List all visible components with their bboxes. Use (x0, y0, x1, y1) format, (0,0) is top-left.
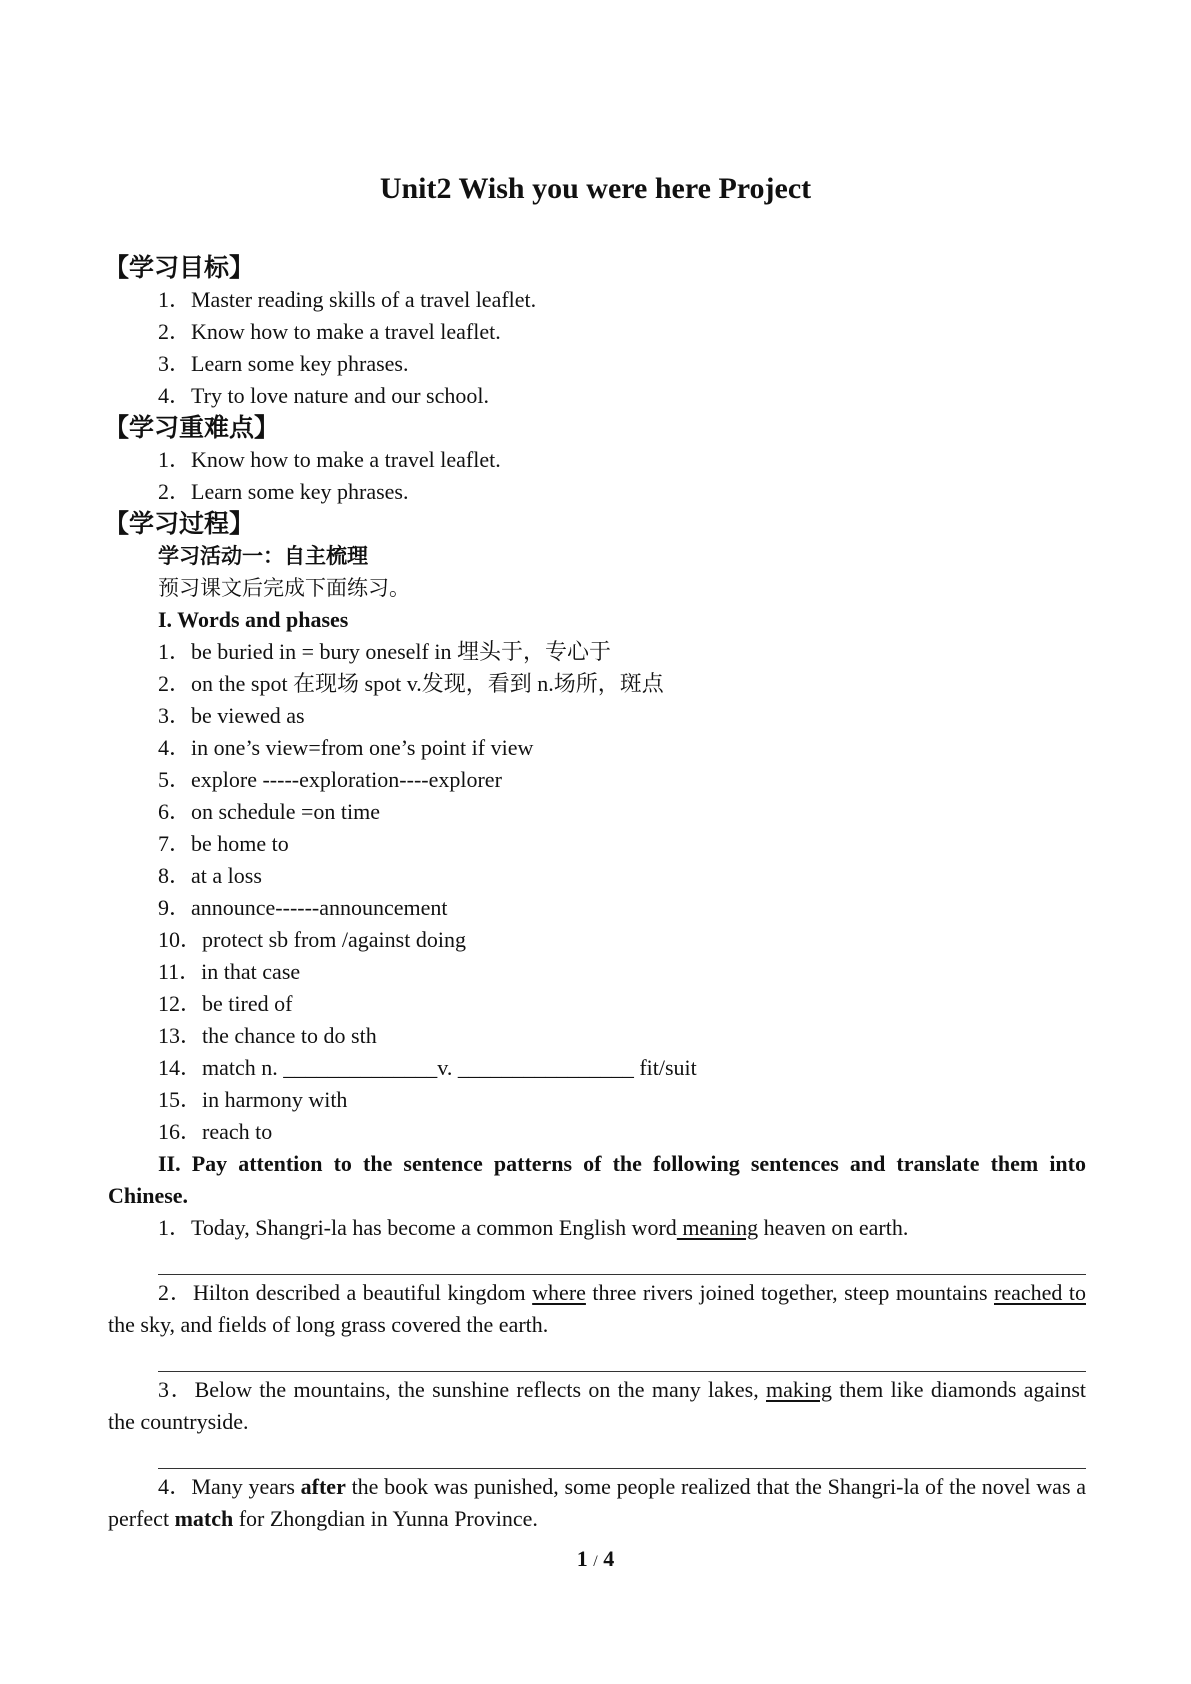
bold-word: after (300, 1474, 346, 1499)
sentence-4 (108, 1471, 1086, 1535)
page-number (0, 1546, 1191, 1572)
list-item: 2．on the spot 在现场 spot v.发现，看到 n.场所，斑点 (158, 671, 664, 696)
list-item: 3．Learn some key phrases. (158, 351, 409, 376)
words-list (108, 636, 1086, 1148)
list-item: 16．reach to (158, 1119, 273, 1144)
process-heading: 【学习过程】 (104, 509, 255, 538)
sentence-1 (108, 1212, 1086, 1244)
list-item: 1．be buried in = bury oneself in 埋头于，专心于 (158, 639, 611, 664)
activity-instruction: 预习课文后完成下面练习。 (158, 576, 410, 600)
document-content (104, 252, 1086, 1535)
underlined-word: reached to (994, 1280, 1086, 1305)
goals-heading: 【学习目标】 (104, 253, 255, 282)
sentence-text: the sky, and fields of long grass covered the earth. (108, 1312, 549, 1337)
key-points-list (108, 444, 1086, 508)
sentence-text: three rivers joined together, steep mountains (585, 1280, 994, 1305)
list-item: 7．be home to (158, 831, 289, 856)
answer-line-3[interactable] (158, 1438, 1086, 1469)
list-item: 2．Know how to make a travel leaflet. (158, 319, 501, 344)
sentence-text: 2．Hilton described a beautiful kingdom (158, 1280, 533, 1305)
list-item: 3．be viewed as (158, 703, 305, 728)
answer-line-1[interactable] (158, 1244, 1086, 1275)
page-separator: / (593, 1553, 598, 1570)
answer-line-2[interactable] (158, 1341, 1086, 1372)
bold-word: match (174, 1506, 234, 1531)
part1-title: I. Words and phases (158, 607, 349, 632)
sentence-text: for Zhongdian in Yunna Province. (233, 1506, 538, 1531)
sentence-text: them like diamonds against the countryside. (108, 1377, 1086, 1434)
sentence-2 (108, 1277, 1086, 1341)
total-pages: 4 (603, 1546, 615, 1571)
list-item: 8．at a loss (158, 863, 262, 888)
sentence-text: 1．Today, Shangri-la has become a common English word (158, 1215, 677, 1240)
list-item: 1．Know how to make a travel leaflet. (158, 447, 501, 472)
current-page: 1 (576, 1546, 588, 1571)
underlined-word: making (766, 1377, 832, 1402)
list-item: 15．in harmony with (158, 1087, 348, 1112)
list-item: 10．protect sb from /against doing (158, 927, 466, 952)
underlined-word: where (532, 1280, 586, 1305)
activity-title: 学习活动一：自主梳理 (158, 544, 368, 568)
sentence-text: the book was punished, some people realized that the Shangri-la of the novel was a perfect (108, 1474, 1086, 1531)
list-item: 1．Master reading skills of a travel leaflet. (158, 287, 537, 312)
underlined-word: meaning (676, 1215, 759, 1240)
list-item: 11．in that case (158, 959, 301, 984)
sentence-text: 4．Many years (158, 1474, 301, 1499)
list-item: 5．explore -----exploration----explorer (158, 767, 502, 792)
sentence-text: 3．Below the mountains, the sunshine reflects on the many lakes, (158, 1377, 766, 1402)
key-points-heading: 【学习重难点】 (104, 413, 280, 442)
sentence-text: heaven on earth. (758, 1215, 909, 1240)
page-title: Unit2 Wish you were here Project (379, 172, 812, 205)
goals-list (108, 284, 1086, 412)
list-item: 6．on schedule =on time (158, 799, 380, 824)
list-item: 4．Try to love nature and our school. (158, 383, 489, 408)
list-item: 13．the chance to do sth (158, 1023, 377, 1048)
list-item: 4．in one’s view=from one’s point if view (158, 735, 534, 760)
list-item: 9．announce------announcement (158, 895, 448, 920)
list-item: 14．match n. ______________v. ________________ fit/suit (158, 1055, 697, 1080)
list-item: 2．Learn some key phrases. (158, 479, 409, 504)
sentence-3 (108, 1374, 1086, 1438)
list-item: 12．be tired of (158, 991, 293, 1016)
part2-title: II. Pay attention to the sentence patterns of the following sentences and translate them into Chinese. (108, 1151, 1086, 1208)
